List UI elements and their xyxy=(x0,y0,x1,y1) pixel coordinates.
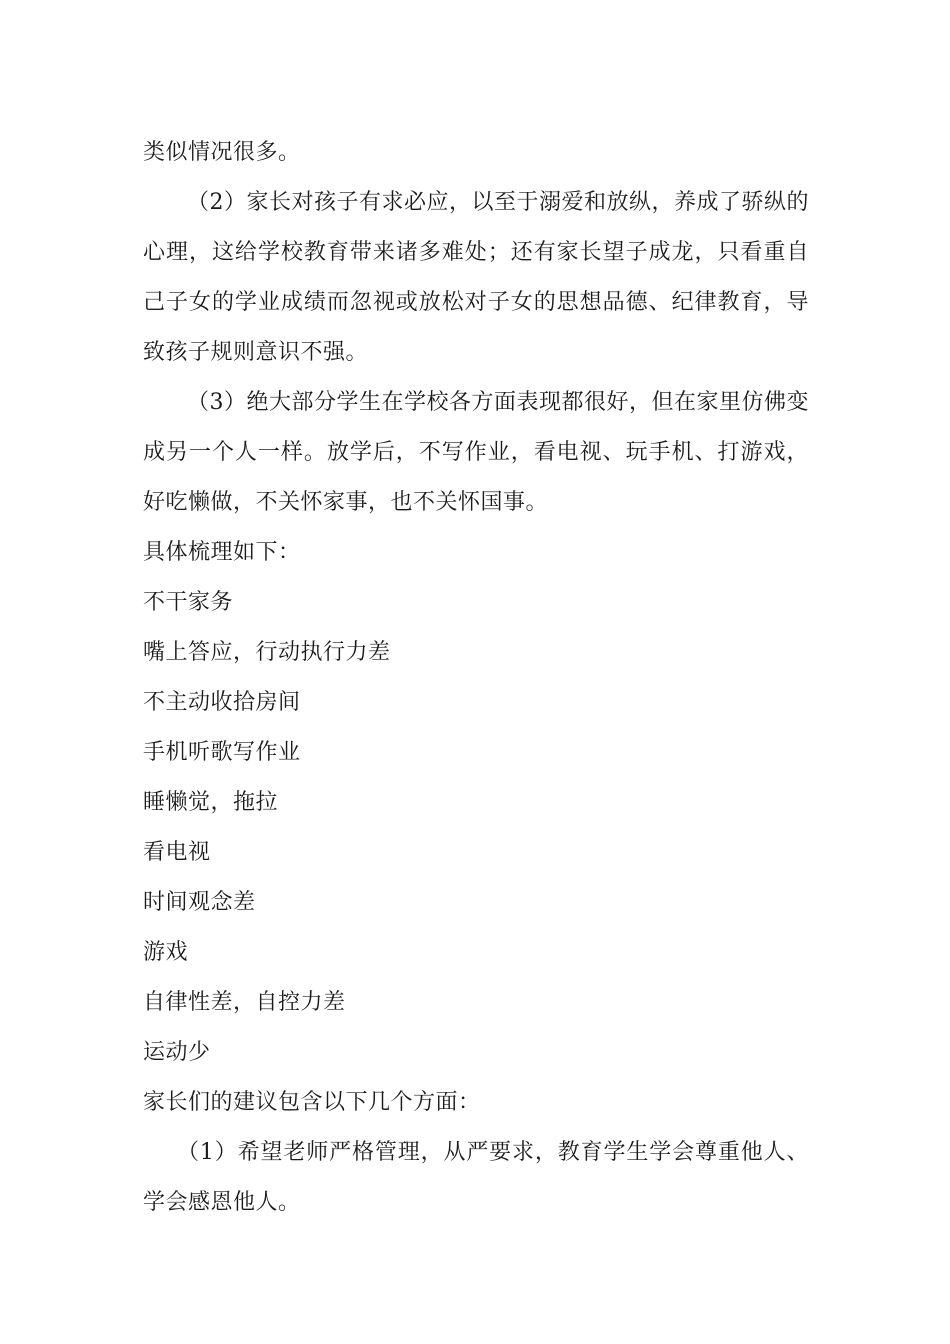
list-item: 时间观念差 xyxy=(143,890,256,915)
list-item: 自律性差，自控力差 xyxy=(143,990,346,1015)
paragraph-continuation: 类似情况很多。 xyxy=(143,140,301,165)
list-item: 运动少 xyxy=(143,1040,211,1065)
list-item: 嘴上答应，行动执行力差 xyxy=(143,640,391,665)
list-item: 不干家务 xyxy=(143,590,234,615)
list-item: 手机听歌写作业 xyxy=(143,740,301,765)
list-item: 看电视 xyxy=(143,840,211,865)
list-item: 睡懒觉，拖拉 xyxy=(143,790,279,815)
list-item: 不主动收拾房间 xyxy=(143,690,301,715)
suggestions-heading: 家长们的建议包含以下几个方面： xyxy=(143,1090,481,1115)
list-intro: 具体梳理如下： xyxy=(143,540,301,565)
document-body xyxy=(143,128,809,1228)
list-item: 游戏 xyxy=(143,940,189,965)
paragraph-point-3: （3）绝大部分学生在学校各方面表现都很好，但在家里仿佛变成另一个人一样。放学后，不写作业，看电视、玩手机、打游戏，好吃懒做，不关怀家事，也不关怀国事。 xyxy=(143,390,809,515)
paragraph-point-2: （2）家长对孩子有求必应，以至于溺爱和放纵，养成了骄纵的心理，这给学校教育带来诸多难处；还有家长望子成龙，只看重自己子女的学业成绩而忽视或放松对子女的思想品德、纪律教育，导致孩子规则意识不强。 xyxy=(143,190,809,365)
suggestion-item-1: （1）希望老师严格管理，从严要求，教育学生学会尊重他人、学会感恩他人。 xyxy=(143,1140,809,1215)
